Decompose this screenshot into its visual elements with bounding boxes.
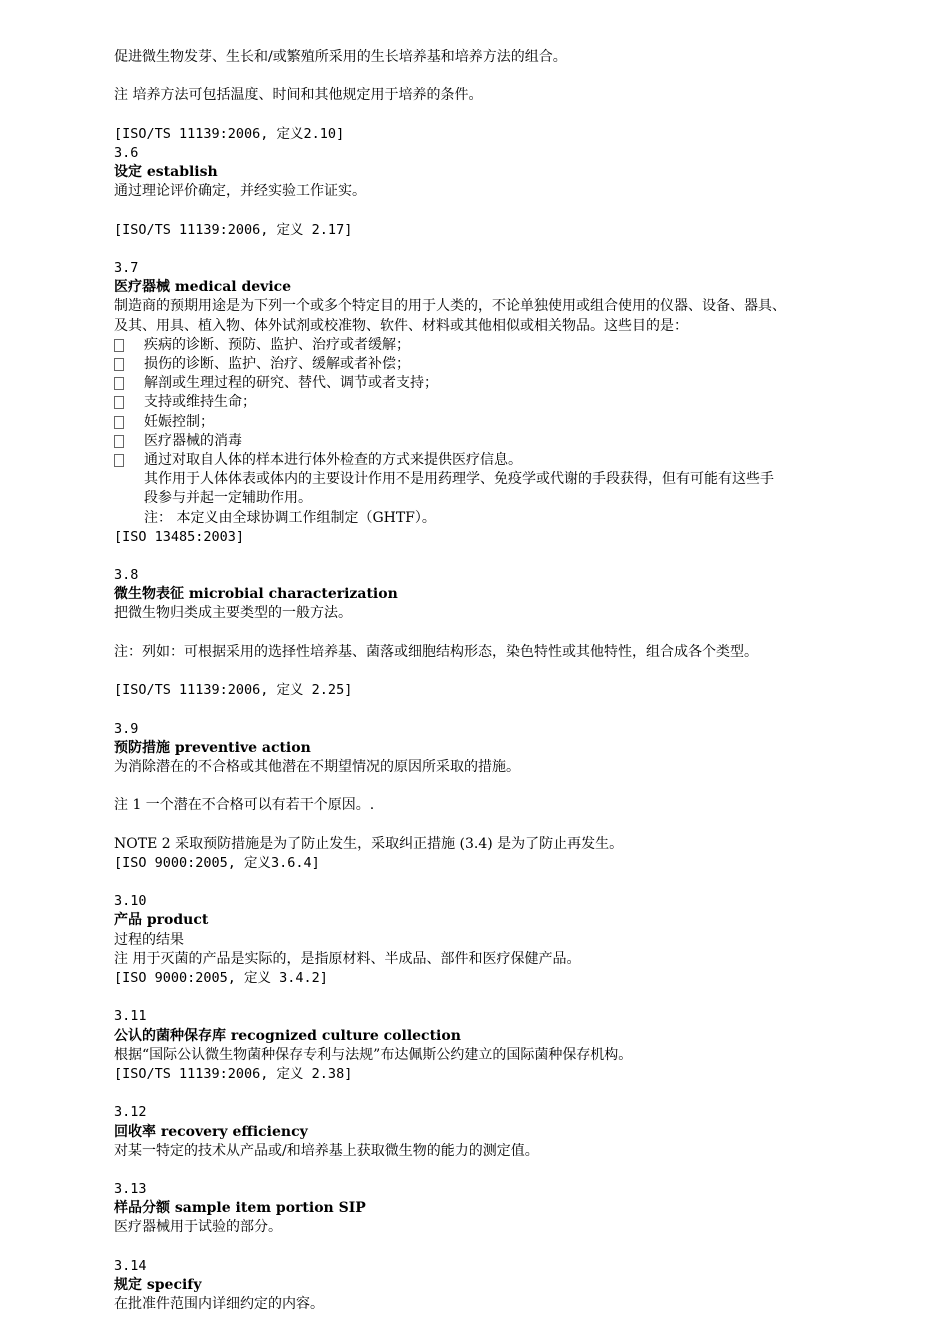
list-item: 通过对取自人体的样本进行体外检查的方式来提供医疗信息。 <box>114 451 914 470</box>
term-heading: 医疗器械 medical device <box>114 279 292 296</box>
note: 注 培养方法可包括温度、时间和其他规定用于培养的条件。 <box>114 87 483 104</box>
term-heading: 样品分额 sample item portion SIP <box>114 1200 366 1217</box>
term-heading: 公认的菌种保存库 recognized culture collection <box>114 1027 461 1044</box>
bullet-icon <box>114 454 124 467</box>
definition: 段参与并起一定辅助作用。 <box>144 490 312 507</box>
bullet-icon <box>114 358 124 371</box>
section-number: 3.6 <box>114 144 139 161</box>
note: NOTE 2 采取预防措施是为了防止发生，采取纠正措施 (3.4) 是为了防止再发生。 <box>114 835 624 852</box>
definition: 及其、用具、植入物、体外试剂或校准物、软件、材料或其他相似或相关物品。这些目的是： <box>114 317 688 334</box>
bullet-icon <box>114 339 124 352</box>
definition: 根据“国际公认微生物菌种保存专利与法规”布达佩斯公约建立的国际菌种保存机构。 <box>114 1046 633 1063</box>
section-number: 3.8 <box>114 567 139 584</box>
reference: [ISO/TS 11139:2006, 定义2.10] <box>114 125 345 142</box>
term-heading: 微生物表征 microbial characterization <box>114 586 398 603</box>
definition: 医疗器械用于试验的部分。 <box>114 1219 282 1236</box>
definition: 在批准件范围内详细约定的内容。 <box>114 1296 324 1313</box>
reference: [ISO 9000:2005, 定义 3.4.2] <box>114 970 328 986</box>
reference: [ISO/TS 11139:2006, 定义 2.17] <box>114 221 353 238</box>
document-page <box>114 48 914 1314</box>
note: 注 用于灭菌的产品是实际的，是指原材料、半成品、部件和医疗保健产品。 <box>114 950 581 967</box>
list-item: 解剖或生理过程的研究、替代、调节或者支持； <box>114 374 914 393</box>
term-heading: 预防措施 preventive action <box>114 739 311 756</box>
definition: 其作用于人体体表或体内的主要设计作用不是用药理学、免疫学或代谢的手段获得，但有可能有这些手 <box>144 471 774 488</box>
section-number: 3.9 <box>114 720 139 737</box>
definition: 制造商的预期用途是为下列一个或多个特定目的用于人类的，不论单独使用或组合使用的仪器、设备、器具、 <box>114 298 786 315</box>
reference: [ISO/TS 11139:2006, 定义 2.25] <box>114 682 353 699</box>
section-number: 3.10 <box>114 893 147 910</box>
definition: 为消除潜在的不合格或其他潜在不期望情况的原因所采取的措施。 <box>114 758 520 775</box>
term-heading: 产品 product <box>114 912 209 929</box>
section-number: 3.12 <box>114 1104 147 1121</box>
term-heading: 回收率 recovery efficiency <box>114 1123 308 1140</box>
list-item: 支持或维持生命； <box>114 393 914 412</box>
list-item: 疾病的诊断、预防、监护、治疗或者缓解； <box>114 336 914 355</box>
definition: 通过理论评价确定，并经实验工作证实。 <box>114 183 366 200</box>
section-number: 3.14 <box>114 1257 147 1274</box>
bullet-icon <box>114 377 124 390</box>
definition: 对某一特定的技术从产品或/和培养基上获取微生物的能力的测定值。 <box>114 1142 539 1159</box>
reference: [ISO 9000:2005, 定义3.6.4] <box>114 854 320 871</box>
bullet-icon <box>114 396 124 409</box>
reference: [ISO/TS 11139:2006, 定义 2.38] <box>114 1065 353 1082</box>
bullet-icon <box>114 435 124 448</box>
list-item: 损伤的诊断、监护、治疗、缓解或者补偿； <box>114 355 914 374</box>
term-heading: 规定 specify <box>114 1277 202 1293</box>
section-number: 3.13 <box>114 1181 147 1198</box>
note: 注： 本定义由全球协调工作组制定（GHTF）。 <box>144 509 436 526</box>
reference: [ISO 13485:2003] <box>114 528 245 545</box>
definition: 把微生物归类成主要类型的一般方法。 <box>114 605 352 622</box>
section-number: 3.7 <box>114 260 139 277</box>
bullet-icon <box>114 416 124 429</box>
section-number: 3.11 <box>114 1008 147 1025</box>
list-item: 医疗器械的消毒 <box>114 432 914 451</box>
note: 注：列如：可根据采用的选择性培养基、菌落或细胞结构形态，染色特性或其他特性，组合成各个类型。 <box>114 643 758 660</box>
definition: 过程的结果 <box>114 931 184 948</box>
note: 注 1 一个潜在不合格可以有若干个原因。. <box>114 797 375 814</box>
list-item: 妊娠控制； <box>114 413 914 432</box>
paragraph: 促进微生物发芽、生长和/或繁殖所采用的生长培养基和培养方法的组合。 <box>114 49 567 65</box>
term-heading: 设定 establish <box>114 164 218 181</box>
